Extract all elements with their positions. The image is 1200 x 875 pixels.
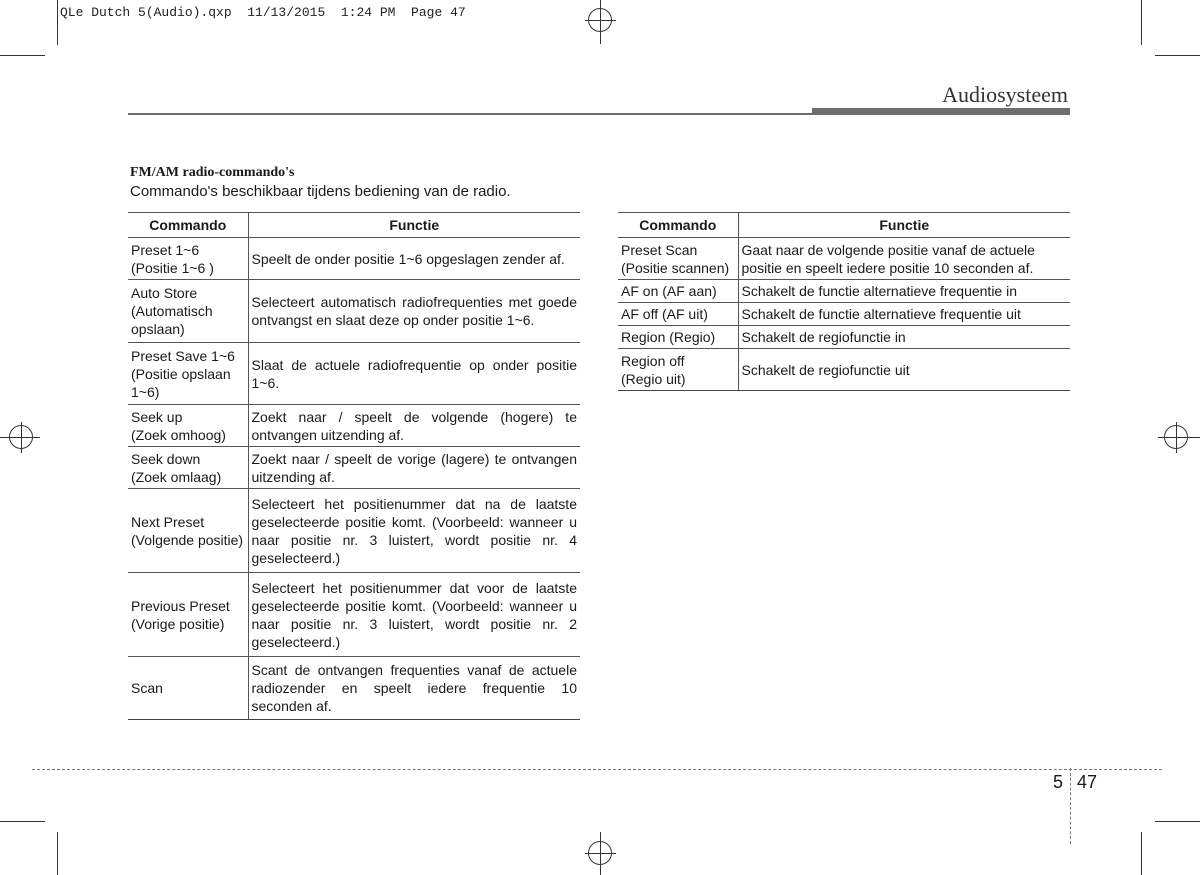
command-cell [618,326,738,349]
table-header-row [128,213,580,238]
header-rule [128,113,812,115]
command-cell [128,280,248,343]
column-header-functie: Functie [248,213,580,238]
table-row [128,447,580,489]
command-cell [618,349,738,391]
table-row [618,303,1070,326]
table-row [128,238,580,280]
command-translation: (Positie opslaan 1~6) [131,365,231,400]
function-cell: Zoekt naar / speelt de vorige (lagere) te ontvangen uitzending af. [248,447,580,489]
command-name: Preset Save 1~6 [131,347,235,364]
commands-table-right [618,212,1070,391]
table-row [618,349,1070,391]
column-header-functie: Functie [738,213,1070,238]
function-cell: Zoekt naar / speelt de volgende (hogere) te ontvangen uitzending af. [248,405,580,447]
command-cell [618,280,738,303]
command-name: Next Preset [131,513,205,530]
print-slug: QLe Dutch 5(Audio).qxp 11/13/2015 1:24 PM Page 47 [60,5,466,20]
table-row [618,238,1070,280]
function-cell: Schakelt de functie alternatieve frequentie uit [738,303,1070,326]
command-name: Previous Preset [131,597,230,614]
command-translation: (Volgende positie) [131,531,244,548]
commands-table-left [128,212,580,720]
function-cell: Slaat de actuele radiofrequentie op onder positie 1~6. [248,343,580,405]
page-number-separator [1070,768,1071,844]
table-row [618,326,1070,349]
table-header-row [618,213,1070,238]
command-cell [618,238,738,280]
header-bar [812,108,1070,115]
function-cell: Schakelt de regiofunctie uit [738,349,1070,391]
command-name: AF off (AF uit) [621,306,708,322]
table-row [128,489,580,573]
command-translation: (Positie 1~6 ) [131,259,214,276]
command-cell [128,657,248,720]
function-cell: Gaat naar de volgende positie vanaf de actuele positie en speelt iedere positie 10 seconden af. [738,238,1070,280]
page-number: 47 [1077,772,1098,792]
command-name: Region off [621,352,685,369]
command-name: Scan [131,680,163,696]
section-title: Audiosysteem [942,82,1068,107]
command-translation: (Regio uit) [621,370,686,387]
command-name: Preset Scan [621,241,698,258]
function-cell: Selecteert het positienummer dat na de laatste geselecteerde positie komt. (Voorbeeld: wanneer u naar positie nr. 3 luistert, wordt positie nr. 4 geselecteerd.) [248,489,580,573]
command-cell [618,303,738,326]
table-row [618,280,1070,303]
command-cell [128,489,248,573]
function-cell: Schakelt de functie alternatieve frequentie in [738,280,1070,303]
intro-text: Commando's beschikbaar tijdens bediening van de radio. [130,183,511,200]
command-name: Seek down [131,450,201,467]
command-name: Region (Regio) [621,329,716,345]
section-heading: FM/AM radio-commando's [130,165,295,180]
command-name: Seek up [131,408,183,425]
command-cell [128,405,248,447]
command-translation: (Zoek omhoog) [131,426,226,443]
function-cell: Scant de ontvangen frequenties vanaf de actuele radiozender en speelt iedere frequentie 10 seconden af. [248,657,580,720]
command-cell [128,238,248,280]
command-translation: (Vorige positie) [131,615,225,632]
command-translation: (Positie scannen) [621,259,730,276]
function-cell: Speelt de onder positie 1~6 opgeslagen zender af. [248,238,580,280]
column-header-commando: Commando [128,213,248,238]
footer-dashed-rule [32,769,1162,770]
function-cell: Selecteert automatisch radiofrequenties met goede ontvangst en slaat deze op onder positie 1~6. [248,280,580,343]
command-translation: (Automatisch opslaan) [131,303,213,337]
function-cell: Selecteert het positienummer dat voor de laatste geselecteerde positie komt. (Voorbeeld: wanneer u naar positie nr. 3 luistert, wordt positie nr. 2 geselecteerd.) [248,573,580,657]
table-row [128,280,580,343]
command-cell [128,447,248,489]
table-row [128,573,580,657]
table-row [128,657,580,720]
column-header-commando: Commando [618,213,738,238]
function-cell: Schakelt de regiofunctie in [738,326,1070,349]
command-name: Auto Store [131,285,198,301]
table-row [128,405,580,447]
command-translation: (Zoek omlaag) [131,468,222,485]
command-name: AF on (AF aan) [621,283,717,299]
table-row [128,343,580,405]
command-cell [128,573,248,657]
chapter-number: 5 [1053,772,1064,792]
command-name: Preset 1~6 [131,241,200,258]
command-cell [128,343,248,405]
